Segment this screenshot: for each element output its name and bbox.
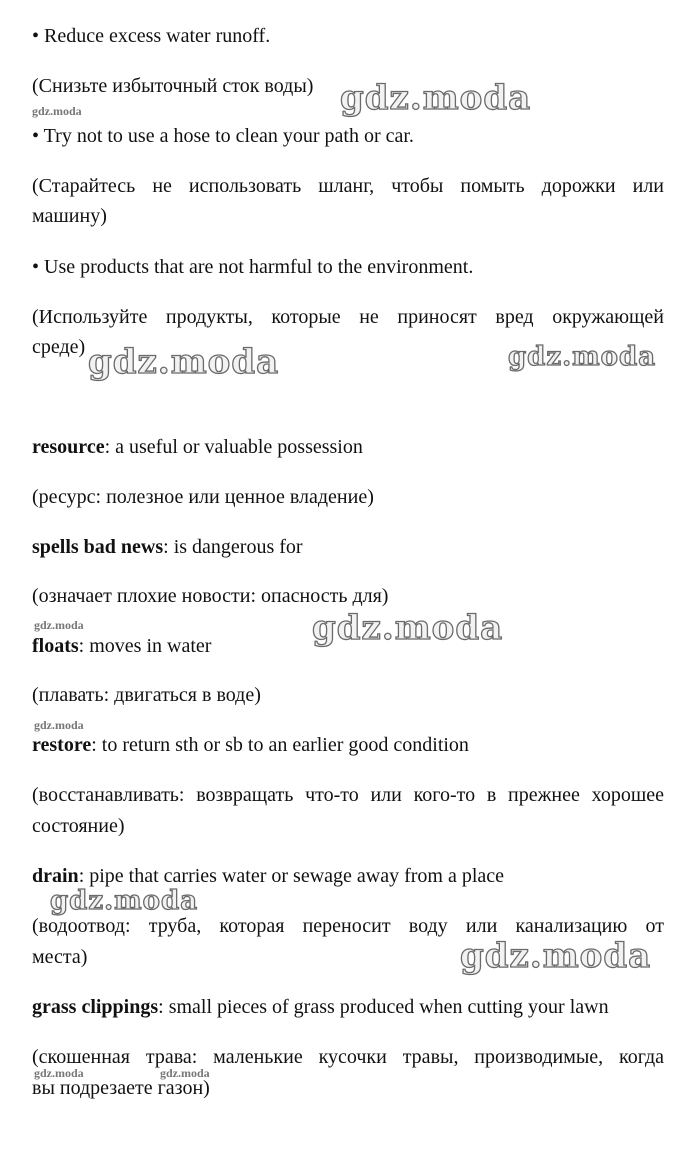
glossary-translation: (означает плохие новости: опасность для) [32, 585, 389, 607]
glossary-term: restore [32, 734, 92, 756]
watermark-logo: gdz.moda [460, 936, 652, 976]
glossary-translation: (плавать: двигаться в воде) [32, 684, 261, 706]
bullet-line: • Use products that are not harmful to the environment. [32, 256, 474, 278]
glossary-term: floats [32, 635, 79, 657]
glossary-entry-spells-bad-news [32, 531, 664, 563]
glossary-translation: вы подрезаете газон) [32, 1077, 210, 1099]
translation-line: среде) [32, 336, 86, 358]
translation-line: (Старайтесь не использовать шланг, чтобы помыть дорожки или [32, 175, 664, 197]
glossary-translation: (ресурс: полезное или ценное владение) [32, 486, 374, 508]
glossary-term: spells bad news [32, 536, 164, 558]
glossary-translation: (восстанавливать: возвращать что-то или кого-то в прежнее хорошее [32, 784, 664, 806]
glossary-definition: : is dangerous for [163, 536, 303, 558]
glossary-entry-restore [32, 729, 664, 761]
watermark-small: gdz.moda [34, 718, 84, 732]
glossary-term: grass clippings [32, 996, 159, 1018]
watermark-logo: gdz.moda [88, 342, 280, 382]
watermark-small: gdz.moda [34, 1066, 84, 1080]
bullet-line: • Reduce excess water runoff. [32, 25, 271, 47]
glossary-definition: : a useful or valuable possession [104, 436, 363, 458]
glossary-definition: : small pieces of grass produced when cutting your lawn [158, 996, 609, 1018]
glossary-definition: : to return sth or sb to an earlier good condition [91, 734, 469, 756]
glossary-entry-grass-clippings [32, 991, 664, 1023]
watermark-small: gdz.moda [160, 1066, 210, 1080]
glossary-translation: состояние) [32, 815, 125, 837]
translation-line: (Снизьте избыточный сток воды) [32, 75, 314, 97]
watermark-logo: gdz.moda [50, 886, 199, 916]
bullet-line: • Try not to use a hose to clean your path or car. [32, 125, 414, 147]
watermark-small: gdz.moda [32, 104, 82, 118]
glossary-term: resource [32, 436, 105, 458]
translation-line: машину) [32, 205, 107, 227]
watermark-logo: gdz.moda [508, 342, 657, 372]
glossary-term: drain [32, 865, 79, 887]
glossary-definition: : moves in water [78, 635, 212, 657]
glossary-translation: (водоотвод: труба, которая переносит воду или канализацию от [32, 915, 664, 937]
glossary-entry-resource [32, 431, 664, 463]
watermark-small: gdz.moda [34, 618, 84, 632]
watermark-logo: gdz.moda [312, 608, 504, 648]
glossary-translation: (скошенная трава: маленькие кусочки травы, производимые, когда [32, 1046, 664, 1068]
glossary-translation: места) [32, 946, 88, 968]
translation-line: (Используйте продукты, которые не приносят вред окружающей [32, 306, 664, 328]
glossary-definition: : pipe that carries water or sewage away from a place [78, 865, 505, 887]
watermark-logo: gdz.moda [340, 78, 532, 118]
